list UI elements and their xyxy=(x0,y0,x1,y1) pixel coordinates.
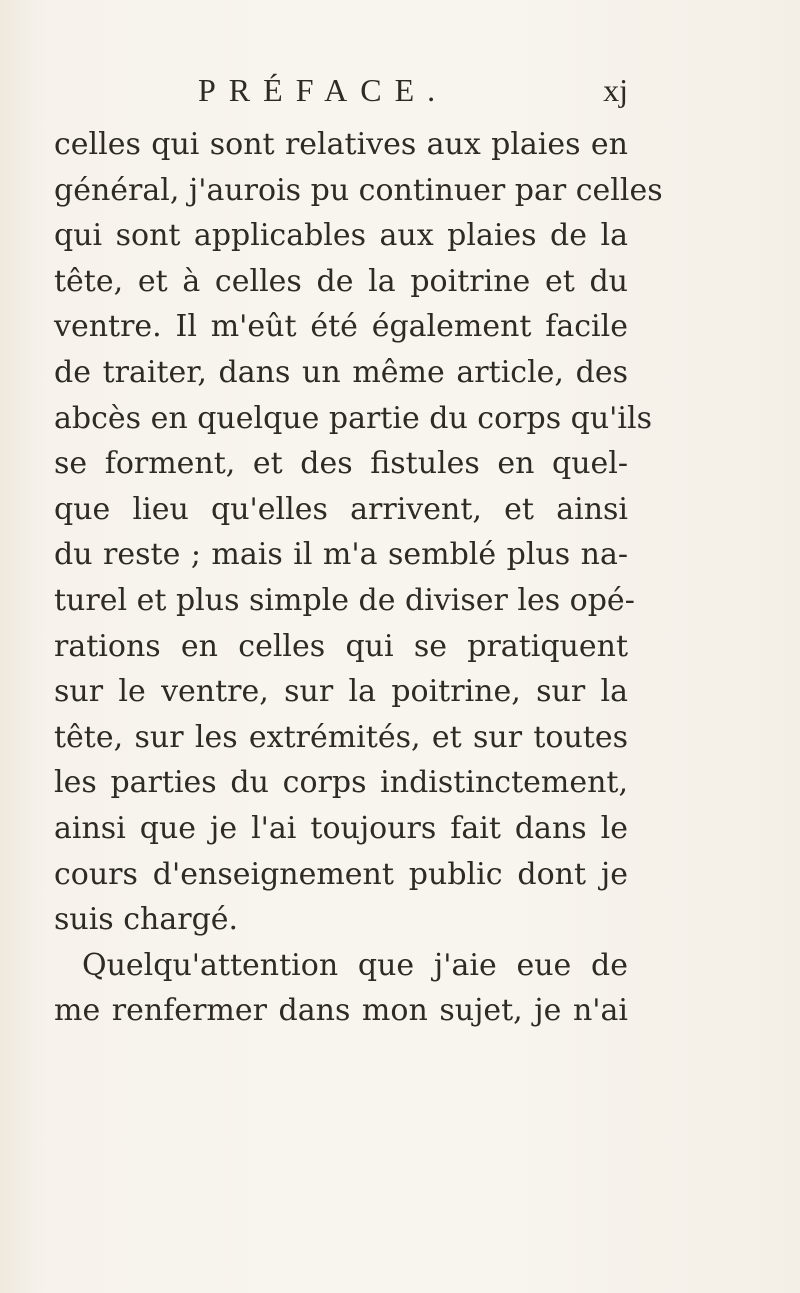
text-line: turel et plus simple de diviser les opé- xyxy=(54,582,635,618)
text-line: rations en celles qui se pratiquent xyxy=(54,628,628,664)
text-line: qui sont applicables aux plaies de la xyxy=(54,218,628,254)
text-line: du reste ; mais il m'a semblé plus na- xyxy=(54,537,628,573)
paragraph-end-line: suis chargé. xyxy=(54,902,239,938)
text-line: tête, et à celles de la poitrine et du xyxy=(54,263,628,299)
text-line: sur le ventre, sur la poitrine, sur la xyxy=(54,674,628,710)
page-number: xj xyxy=(603,72,628,108)
text-line: abcès en quelque partie du corps qu'ils xyxy=(54,400,653,436)
body-text xyxy=(54,122,663,1034)
text-line: se forment, et des fistules en quel- xyxy=(54,446,628,482)
text-line: cours d'enseignement public dont je xyxy=(54,856,628,892)
text-line: ventre. Il m'eût été également facile xyxy=(54,309,628,345)
text-line: ainsi que je l'ai toujours fait dans le xyxy=(54,810,628,846)
text-line: les parties du corps indistinctement, xyxy=(54,765,628,801)
text-line: tête, sur les extrémités, et sur toutes xyxy=(54,719,628,755)
page-header xyxy=(198,70,628,110)
text-line: celles qui sont relatives aux plaies en xyxy=(54,127,628,162)
running-head: PRÉFACE. xyxy=(198,72,449,108)
text-line: général, j'aurois pu continuer par celles xyxy=(54,172,663,208)
text-line: que lieu qu'elles arrivent, et ainsi xyxy=(54,491,628,527)
text-line: de traiter, dans un même article, des xyxy=(54,354,628,390)
text-line: me renfermer dans mon sujet, je n'ai xyxy=(54,993,628,1029)
paragraph-start-line: Quelqu'attention que j'aie eue de xyxy=(82,947,628,983)
